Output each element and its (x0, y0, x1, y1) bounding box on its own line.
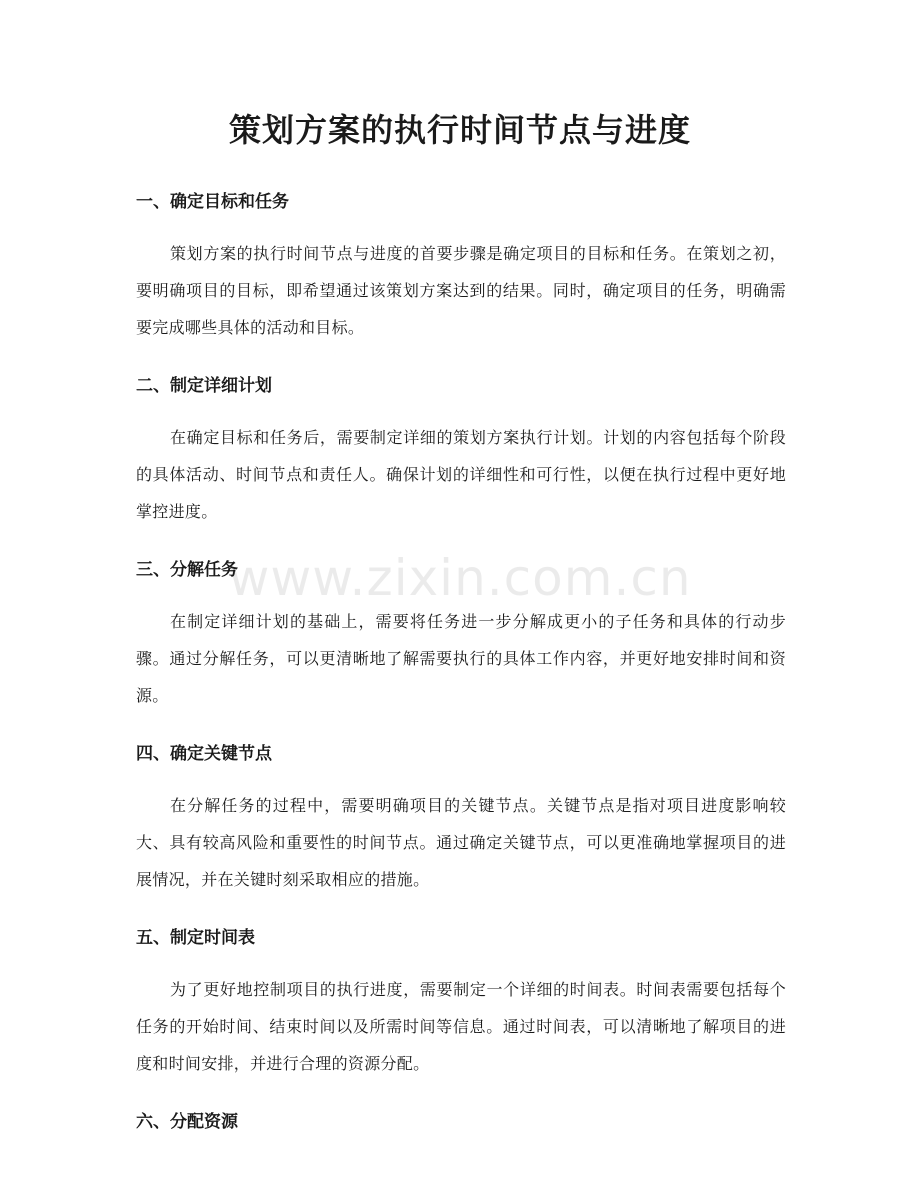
section-heading: 四、确定关键节点 (136, 744, 272, 764)
section-paragraph: 在确定目标和任务后，需要制定详细的策划方案执行计划。计划的内容包括每个阶段的具体活动、时间节点和责任人。确保计划的详细性和可行性，以便在执行过程中更好地掌控进度。 (136, 428, 786, 521)
section-paragraph: 在分解任务的过程中，需要明确项目的关键节点。关键节点是指对项目进度影响较大、具有较高风险和重要性的时间节点。通过确定关键节点，可以更准确地掌握项目的进展情况，并在关键时刻采取相应的措施。 (136, 796, 786, 889)
section-plan (136, 366, 786, 530)
section-goals (136, 182, 786, 346)
section-timetable (136, 918, 786, 1082)
document-title: 策划方案的执行时间节点与进度 (228, 111, 691, 149)
section-heading: 五、制定时间表 (136, 928, 255, 948)
section-heading: 一、确定目标和任务 (136, 192, 289, 212)
section-paragraph: 为了更好地控制项目的执行进度，需要制定一个详细的时间表。时间表需要包括每个任务的开始时间、结束时间以及所需时间等信息。通过时间表，可以清晰地了解项目的进度和时间安排，并进行合理的资源分配。 (136, 980, 786, 1073)
section-heading: 三、分解任务 (136, 560, 238, 580)
document-content (136, 182, 786, 1142)
section-paragraph: 策划方案的执行时间节点与进度的首要步骤是确定项目的目标和任务。在策划之初，要明确项目的目标，即希望通过该策划方案达到的结果。同时，确定项目的任务，明确需要完成哪些具体的活动和目标。 (136, 244, 786, 337)
section-key-nodes (136, 734, 786, 898)
section-resources (136, 1102, 786, 1142)
section-heading: 六、分配资源 (136, 1112, 238, 1132)
section-heading: 二、制定详细计划 (136, 376, 272, 396)
watermark: www.zixin.com.cn (228, 549, 692, 607)
section-paragraph: 在制定详细计划的基础上，需要将任务进一步分解成更小的子任务和具体的行动步骤。通过分解任务，可以更清晰地了解需要执行的具体工作内容，并更好地安排时间和资源。 (136, 612, 786, 705)
section-breakdown (136, 550, 786, 714)
